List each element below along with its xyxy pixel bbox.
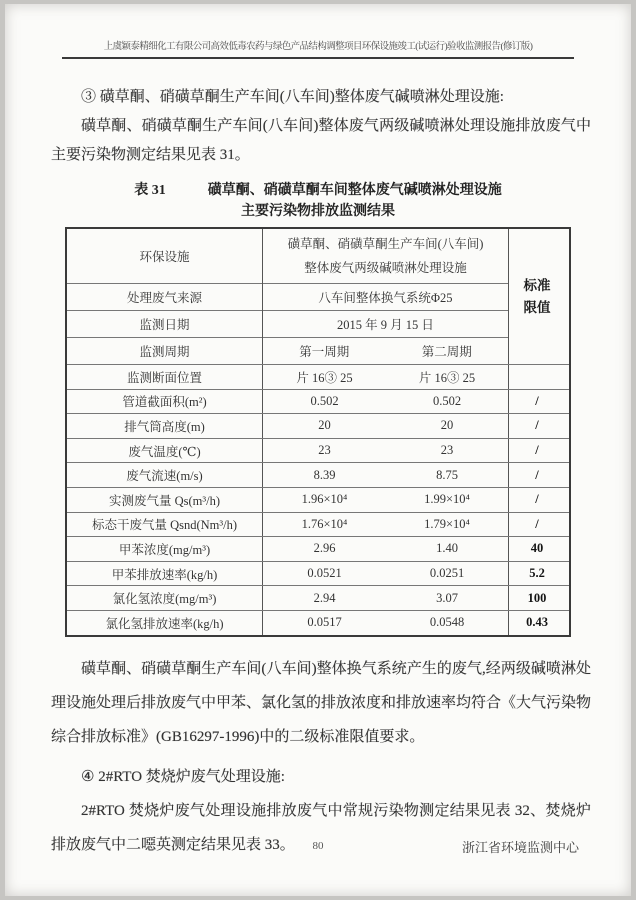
row-period1-value: 8.39 (313, 467, 336, 482)
row-standard-value: 40 (530, 541, 544, 556)
row-label: 排气筒高度(m) (67, 414, 263, 438)
paragraph-conclusion: 磺草酮、硝磺草酮生产车间(八车间)整体换气系统产生的废气,经两级碱喷淋处理设施处理后排放废气中甲苯、氯化氢的排放浓度和排放速率均符合《大气污染物综合排放标准》(GB16297-1996)中的二级标准限值要求。 (51, 660, 592, 745)
standard-limit-header-line1: 标准 (523, 277, 551, 293)
row-label: 氯化氢排放速率(kg/h) (67, 611, 263, 635)
row-standard-value: / (535, 516, 539, 531)
table-row (67, 487, 569, 512)
table-title-line1 (51, 180, 585, 201)
table-number: 表 31 (134, 183, 166, 198)
row-label-facility: 环保设施 (67, 229, 262, 284)
row-label-source: 处理废气来源 (67, 284, 262, 311)
row-label: 管道截面积(m²) (67, 390, 263, 414)
row-period1-value: 片 16③ 25 (296, 370, 353, 385)
row-period2-value: 8.75 (386, 463, 509, 487)
standard-limit-header (509, 229, 565, 364)
row-label: 废气流速(m/s) (67, 463, 263, 487)
table-row (67, 561, 569, 586)
row-standard-value: / (535, 492, 539, 507)
row-period1-value: 1.76×10⁴ (301, 516, 348, 531)
row-standard-value: / (535, 393, 539, 408)
row-standard-value: 5.2 (529, 566, 545, 581)
row-period2-value: 1.40 (386, 537, 509, 561)
table-row (67, 610, 569, 635)
row-label: 氯化氢浓度(mg/m³) (67, 586, 263, 610)
table-header-block (67, 229, 569, 364)
table-title-line2: 主要污染物排放监测结果 (241, 204, 395, 219)
table-row (67, 536, 569, 561)
row-period1-value: 0.502 (310, 393, 339, 408)
row-period2-value: 0.0251 (386, 562, 509, 586)
row-label: 标态干废气量 Qsnd(Nm³/h) (67, 513, 263, 537)
source-value: 八车间整体换气系统Φ25 (263, 284, 508, 311)
table-row (67, 364, 569, 389)
document-page (5, 4, 631, 896)
footer-organization: 浙江省环境监测中心 (461, 840, 579, 855)
date-value: 2015 年 9 月 15 日 (263, 311, 508, 338)
row-period2-value: 片 16③ 25 (386, 365, 509, 389)
page-number: 80 (312, 840, 324, 852)
table-row (67, 438, 569, 463)
period-values (263, 338, 508, 364)
row-period1-value: 2.96 (313, 541, 336, 556)
table-header-values (263, 229, 509, 364)
row-standard-value: 100 (527, 590, 547, 605)
row-label-period: 监测周期 (139, 345, 190, 359)
row-standard-value: / (535, 467, 539, 482)
row-label-date: 监测日期 (67, 311, 262, 338)
facility-value (263, 229, 508, 284)
row-period1-value: 23 (318, 443, 331, 458)
period-1-label: 第一周期 (299, 345, 350, 359)
table-row (67, 585, 569, 610)
row-standard-value: / (535, 418, 539, 433)
row-label: 实测废气量 Qs(m³/h) (67, 488, 263, 512)
row-standard-value: / (535, 443, 539, 458)
row-period1-value: 2.94 (313, 590, 336, 605)
table-title (51, 180, 585, 222)
row-label: 监测断面位置 (67, 365, 263, 389)
row-period2-value: 0.0548 (386, 611, 509, 635)
row-label: 甲苯排放速率(kg/h) (67, 562, 263, 586)
row-label: 甲苯浓度(mg/m³) (67, 537, 263, 561)
paragraph-rto-intro: 2#RTO 焚烧炉废气处理设施排放废气中常规污染物测定结果见表 32、焚烧炉排放废气中二噁英测定结果见表 33。 (51, 802, 591, 853)
row-period1-value: 1.96×10⁴ (301, 492, 348, 507)
row-standard-value: 0.43 (526, 615, 548, 630)
facility-value-line1: 磺草酮、硝磺草酮生产车间(八车间) (287, 237, 484, 251)
row-period2-value: 1.79×10⁴ (386, 513, 509, 537)
standard-limit-header-line2: 限值 (523, 299, 551, 315)
row-period1-value: 0.0521 (307, 566, 342, 581)
monitoring-results-table (65, 227, 571, 637)
row-period2-value: 23 (386, 439, 509, 463)
table-header-labels (67, 229, 263, 364)
paragraph-intro-table31: 磺草酮、硝磺草酮生产车间(八车间)整体废气两级碱喷淋处理设施排放废气中主要污染物测定结果见表 31。 (51, 118, 591, 163)
row-period2-value: 3.07 (386, 586, 509, 610)
table-row (67, 462, 569, 487)
row-period2-value: 0.502 (386, 390, 509, 414)
table-row (67, 413, 569, 438)
table-row (67, 389, 569, 414)
row-period1-value: 0.0517 (307, 615, 342, 630)
period-2-label: 第二周期 (421, 345, 472, 359)
row-period2-value: 20 (386, 414, 509, 438)
paragraph-item4-heading: ④ 2#RTO 焚烧炉废气处理设施: (81, 768, 285, 785)
row-standard-value (509, 365, 565, 389)
table-row (67, 512, 569, 537)
facility-value-line2: 整体废气两级碱喷淋处理设施 (304, 261, 467, 275)
table-title-text: 磺草酮、硝磺草酮车间整体废气碱喷淋处理设施 (207, 183, 502, 198)
row-period2-value: 1.99×10⁴ (386, 488, 509, 512)
row-label: 废气温度(℃) (67, 439, 263, 463)
running-header: 上虞颖泰精细化工有限公司高效低毒农药与绿色产品结构调整项目环保设施竣工(试运行)验收监测报告(修订版) (62, 38, 574, 59)
paragraph-item3-heading: ③ 磺草酮、硝磺草酮生产车间(八车间)整体废气碱喷淋处理设施: (81, 89, 504, 105)
row-period1-value: 20 (318, 418, 331, 433)
